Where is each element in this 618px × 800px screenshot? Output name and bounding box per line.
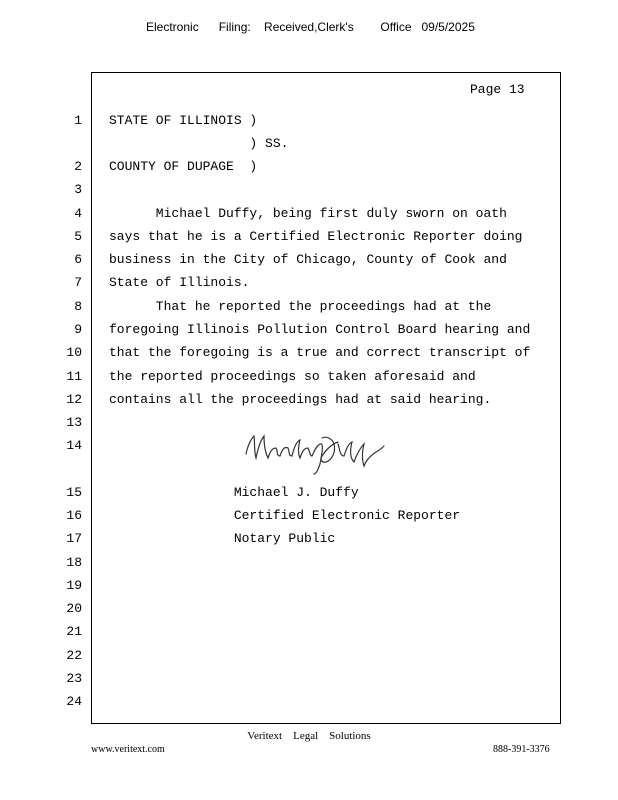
line-number: 19: [66, 578, 82, 593]
line-number: 22: [66, 648, 82, 663]
line-number: 21: [66, 624, 82, 639]
electronic-filing-stamp: Electronic Filing: Received,Clerk's Office 09/5/2025: [146, 20, 475, 34]
line-number: 3: [74, 182, 82, 197]
line-number: 10: [66, 345, 82, 360]
line-number: 7: [74, 275, 82, 290]
transcript-line: contains all the proceedings had at said hearing.: [109, 392, 492, 407]
transcript-line: Michael J. Duffy: [109, 485, 359, 500]
handwritten-signature: [242, 430, 387, 475]
line-number: 13: [66, 415, 82, 430]
line-number: 9: [74, 322, 82, 337]
transcript-line: business in the City of Chicago, County of Cook and: [109, 252, 507, 267]
line-number: 16: [66, 508, 82, 523]
transcript-line: foregoing Illinois Pollution Control Board hearing and: [109, 322, 531, 337]
line-number: 6: [74, 252, 82, 267]
transcript-line: ) SS.: [109, 136, 289, 151]
line-number: 15: [66, 485, 82, 500]
line-number: 8: [74, 299, 82, 314]
footer-company: Veritext Legal Solutions: [247, 730, 371, 742]
transcript-line: that the foregoing is a true and correct transcript of: [109, 345, 531, 360]
transcript-line: Michael Duffy, being first duly sworn on oath: [109, 206, 507, 221]
line-number: 11: [66, 369, 82, 384]
transcript-line: STATE OF ILLINOIS ): [109, 113, 258, 128]
transcript-line: Notary Public: [109, 531, 336, 546]
footer-website: www.veritext.com: [91, 744, 165, 755]
transcript-line: COUNTY OF DUPAGE ): [109, 159, 258, 174]
line-number: 18: [66, 555, 82, 570]
line-number: 1: [74, 113, 82, 128]
footer-phone: 888-391-3376: [493, 744, 550, 755]
transcript-line: Certified Electronic Reporter: [109, 508, 461, 523]
line-number: 12: [66, 392, 82, 407]
transcript-line: says that he is a Certified Electronic Reporter doing: [109, 229, 523, 244]
transcript-line: That he reported the proceedings had at the: [109, 299, 492, 314]
line-number: 24: [66, 694, 82, 709]
transcript-line: the reported proceedings so taken aforesaid and: [109, 369, 476, 384]
line-number: 5: [74, 229, 82, 244]
line-number: 4: [74, 206, 82, 221]
line-number: 23: [66, 671, 82, 686]
transcript-line: State of Illinois.: [109, 275, 250, 290]
page-number: Page 13: [470, 82, 525, 97]
line-number: 14: [66, 438, 82, 453]
line-number: 2: [74, 159, 82, 174]
line-number: 20: [66, 601, 82, 616]
line-number: 17: [66, 531, 82, 546]
